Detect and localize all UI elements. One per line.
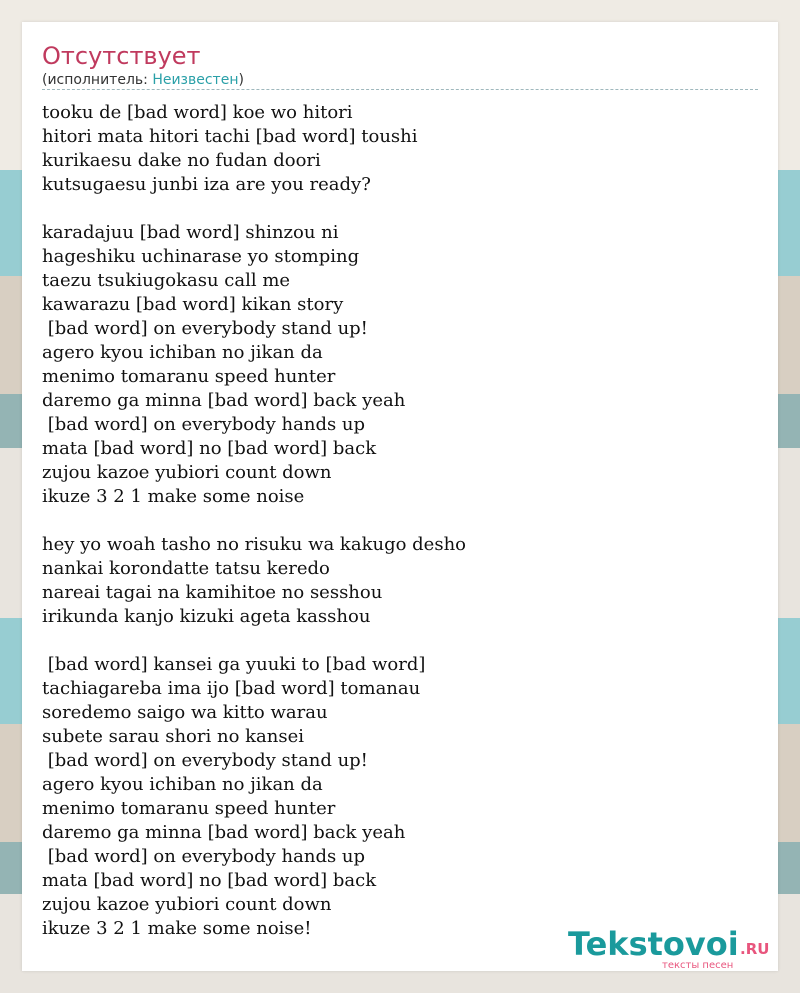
lyric-line: nareai tagai na kamihitoe no sesshou <box>42 582 383 603</box>
artist-suffix: ) <box>238 72 244 88</box>
lyric-line: karadajuu [bad word] shinzou ni <box>42 222 339 243</box>
lyric-line: agero kyou ichiban no jikan da <box>42 342 323 363</box>
lyric-line: subete sarau shori no kansei <box>42 726 305 747</box>
lyric-line: nankai korondatte tatsu keredo <box>42 558 330 579</box>
lyric-line: kawarazu [bad word] kikan story <box>42 294 344 315</box>
lyric-line: mata [bad word] no [bad word] back <box>42 870 377 891</box>
lyric-line: kutsugaesu junbi iza are you ready? <box>42 174 371 195</box>
lyric-line: daremo ga minna [bad word] back yeah <box>42 390 406 411</box>
lyric-line <box>42 197 762 221</box>
lyric-line <box>42 629 762 653</box>
logo-domain: .RU <box>740 940 770 958</box>
artist-line <box>42 71 244 89</box>
lyric-line: ikuze 3 2 1 make some noise! <box>42 918 312 939</box>
lyric-line: [bad word] kansei ga yuuki to [bad word] <box>42 654 426 675</box>
song-title: Отсутствует <box>42 42 201 70</box>
lyric-line: menimo tomaranu speed hunter <box>42 366 336 387</box>
lyric-line: hey yo woah tasho no risuku wa kakugo desho <box>42 534 466 555</box>
lyric-line: daremo ga minna [bad word] back yeah <box>42 822 406 843</box>
lyric-line: taezu tsukiugokasu call me <box>42 270 291 291</box>
lyric-line: tachiagareba ima ijo [bad word] tomanau <box>42 678 421 699</box>
lyric-line: zujou kazoe yubiori count down <box>42 462 332 483</box>
lyrics-card <box>22 22 778 971</box>
artist-link[interactable]: Неизвестен <box>152 72 239 88</box>
lyric-line: agero kyou ichiban no jikan da <box>42 774 323 795</box>
lyric-line: [bad word] on everybody hands up <box>42 414 366 435</box>
lyric-line: irikunda kanjo kizuki ageta kasshou <box>42 606 371 627</box>
lyric-line: ikuze 3 2 1 make some noise <box>42 486 305 507</box>
logo-tagline: тексты песен <box>662 960 734 971</box>
lyrics-text <box>42 101 762 941</box>
logo-wordmark: Tekstovoi <box>568 925 739 963</box>
lyric-line: [bad word] on everybody stand up! <box>42 750 368 771</box>
lyric-line: [bad word] on everybody stand up! <box>42 318 368 339</box>
lyric-line: hageshiku uchinarase yo stomping <box>42 246 360 267</box>
lyric-line: mata [bad word] no [bad word] back <box>42 438 377 459</box>
lyric-line: hitori mata hitori tachi [bad word] toushi <box>42 126 418 147</box>
title-divider <box>42 89 758 90</box>
lyric-line: zujou kazoe yubiori count down <box>42 894 332 915</box>
artist-prefix: (исполнитель: <box>42 72 153 88</box>
lyric-line: kurikaesu dake no fudan doori <box>42 150 321 171</box>
site-logo[interactable] <box>568 926 778 970</box>
lyric-line <box>42 509 762 533</box>
lyric-line: [bad word] on everybody hands up <box>42 846 366 867</box>
lyric-line: tooku de [bad word] koe wo hitori <box>42 102 353 123</box>
lyric-line: soredemo saigo wa kitto warau <box>42 702 328 723</box>
lyric-line: menimo tomaranu speed hunter <box>42 798 336 819</box>
